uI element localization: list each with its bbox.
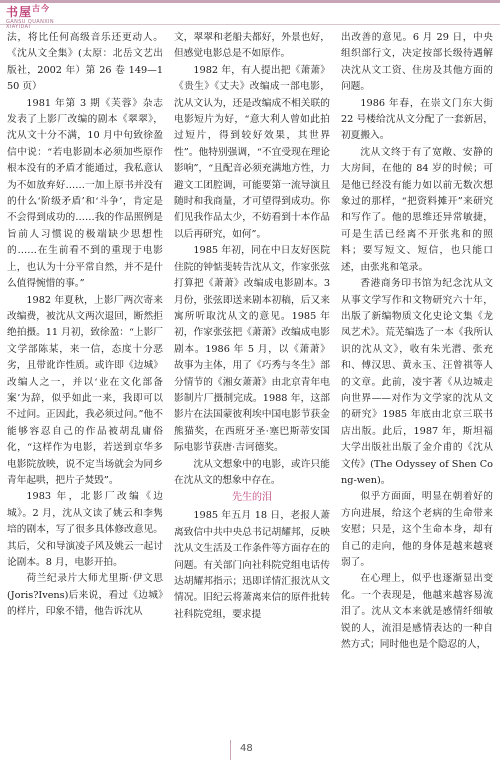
paragraph: 1982 年，有人提出把《萧萧》《贵生》《丈夫》改编成一部电影，沈从文认为，还是改编成不相关联的电影短片为好，“意大利人曾如此拍过短片，得到较好效果，其世界性”。他特别强调，“不宜受现在理论影响”，“且配音必须充满地方性，力避文工团腔调，可能要第一流导演且随时和我商量，才可望得到成功。你们见我作品太少，不妨看到十本作品以后再研究，如何”。: [174, 64, 330, 240]
text-column-2: [174, 30, 330, 623]
logo-era: 古今: [32, 4, 51, 13]
paragraph: 在心理上，似乎也逐渐显出变化。一个表现是，他越来越容易流泪了。沈从文本来就是感情纤细敏锐的人，流泪是感情表达的一种自然方式；同时他也是个隐忍的人，: [341, 573, 493, 651]
paragraph: 似乎方面面，明显在朝着好的方向进展，给这个老病的生命带来安慰；只是，这个生命本身，却有自己的走向，他的身体是越来越衰弱了。: [341, 491, 493, 568]
paragraph: 1982 年夏秋，上影厂两次寄来改编费，被沈从文两次退回，断然拒绝拍摄。11 月初，致徐盈：“上影厂文学部陈某，来一信，态度十分恶劣，且带讹诈性质。或许即《边城》改编人之一，并以‘业在文化部备案’为辞，似乎如此一来，我即可以不过问。正因此，我必须过问。”他不能够容忍自己的作品被胡乱庸俗化，“这样作为电影，若送到京华多电影院放映，说不定当场就会为同乡青年起哄，把片子焚毁”。: [7, 294, 163, 486]
text-column-3: [341, 30, 493, 653]
paragraph: 文，翠翠和老船夫都好，外景也好，但感觉电影总是不如原作。: [174, 32, 330, 60]
paragraph: 法，将比任何高级音乐还更动人。《沈从文全集》(太原：北岳文艺出版社，2002 年）第 26 卷 149—150 页）: [7, 32, 163, 93]
paragraph: 1985 年初，同在中日友好医院住院的钟惦斐转告沈从文，作家张弦打算把《萧萧》改编成电影剧本。3 月份，张弦即送来剧本初稿，后又来寓所听取沈从文的意见。1985 年初，作家张弦把《萧萧》改编成电影剧本。1986 年 5 月，以《萧萧》故事为主体，用了《巧秀与冬生》部分情节的《湘女萧萧》由北京青年电影制片厂摄制完成。1988 年，这部影片在法国蒙彼利埃中国电影节获金熊猫奖，在西班牙圣·塞巴斯蒂安国际电影节获唐·吉诃德奖。: [174, 245, 330, 454]
paragraph: 1983 年，北影厂改编《边城》。2 月，沈从文读了姚云和李隽培的剧本，写了很多具体修改意见。其后，父和导演凌子风及姚云一起讨论剧本。8 月，电影开拍。: [7, 491, 163, 568]
logo-pinyin-2: XIAYIDAI: [6, 24, 31, 30]
text-column-1: [7, 30, 163, 621]
header-band: [0, 0, 500, 3]
paragraph: 1981 年第 3 期《芙蓉》杂志发表了上影厂改编的剧本《翠翠》，沈从文十分不满，10 月中旬致徐盈信中说：“若电影剧本必须加些原作根本没有的矛盾才能通过，我私意认为不如放弃好……一加上原书并没有的什么‘阶级矛盾’和‘斗争’，肯定是不会得到成功的……我的作品照例是旨前人习惯说的极端缺少思想性的……在生前看不到的重现于电影上，也认为十分平常自然，并不是什么值得惋惜的事。”: [7, 97, 163, 290]
footer-divider: [230, 740, 231, 760]
paragraph: 1986 年春，在崇文门东大街 22 号楼给沈从文分配了一套新居，初夏搬入。: [341, 97, 493, 142]
section-heading: 先生的泪: [232, 492, 272, 504]
running-header: [0, 0, 500, 30]
paragraph: 出改善的意见。6 月 29 日，中央组织部行文，决定按部长级待遇解决沈从文工资、住房及其他方面的问题。: [341, 32, 493, 93]
logo-title: 书屋: [6, 5, 33, 19]
logo-pinyin-1: GANSU QUANXIN: [6, 19, 55, 25]
paragraph: 1985 年五月 18 日，老报人萧离致信中共中央总书记胡耀邦，反映沈从文生活及工作条件等方面存在的问题。有关部门向社科院党组电话传达胡耀邦指示；迅即详情汇报沈从文情况。旧纪云将萧离来信的原件批转社科院党组，要求提: [174, 510, 330, 620]
paragraph: 沈从文终于有了宽敞、安静的大房间，在他的 84 岁的时候；可是他已经没有能力如以前无数次想象过的那样，“把资料摊开”来研究和写作了。他的思维还异常敏捷，可是生活已经离不开张兆和的照料；要写短文、短信，也只能口述，由张兆和笔录。: [341, 146, 493, 273]
paragraph: 沈从文想象中的电影，或许只能在沈从文的想象中存在。: [174, 458, 330, 486]
paragraph: 荷兰纪录片大师尤里斯·伊文思(Joris?Ivens)后来说，看过《边城》的样片，印象不错，他告诉沈从: [7, 573, 163, 618]
page-number: 48: [240, 743, 253, 754]
magazine-logo: [6, 3, 54, 30]
paragraph: 香港商务印书馆为纪念沈从文从事文学写作和文物研究六十年，出版了新编物质文化史论文集《龙凤艺术》。荒芜编选了一本《我所认识的沈从文》，收有朱光潜、张充和、傅汉思、黄永玉、汪曾祺等人的文章。此前，凌宇著《从边城走向世界——对作为文学家的沈从文的研究》1985 年底由北京三联书店出版。此后，1987 年，斯坦福大学出版社出版了金介甫的《沈从文传》(The Odyssey of Shen Cong-wen)。: [341, 278, 493, 486]
